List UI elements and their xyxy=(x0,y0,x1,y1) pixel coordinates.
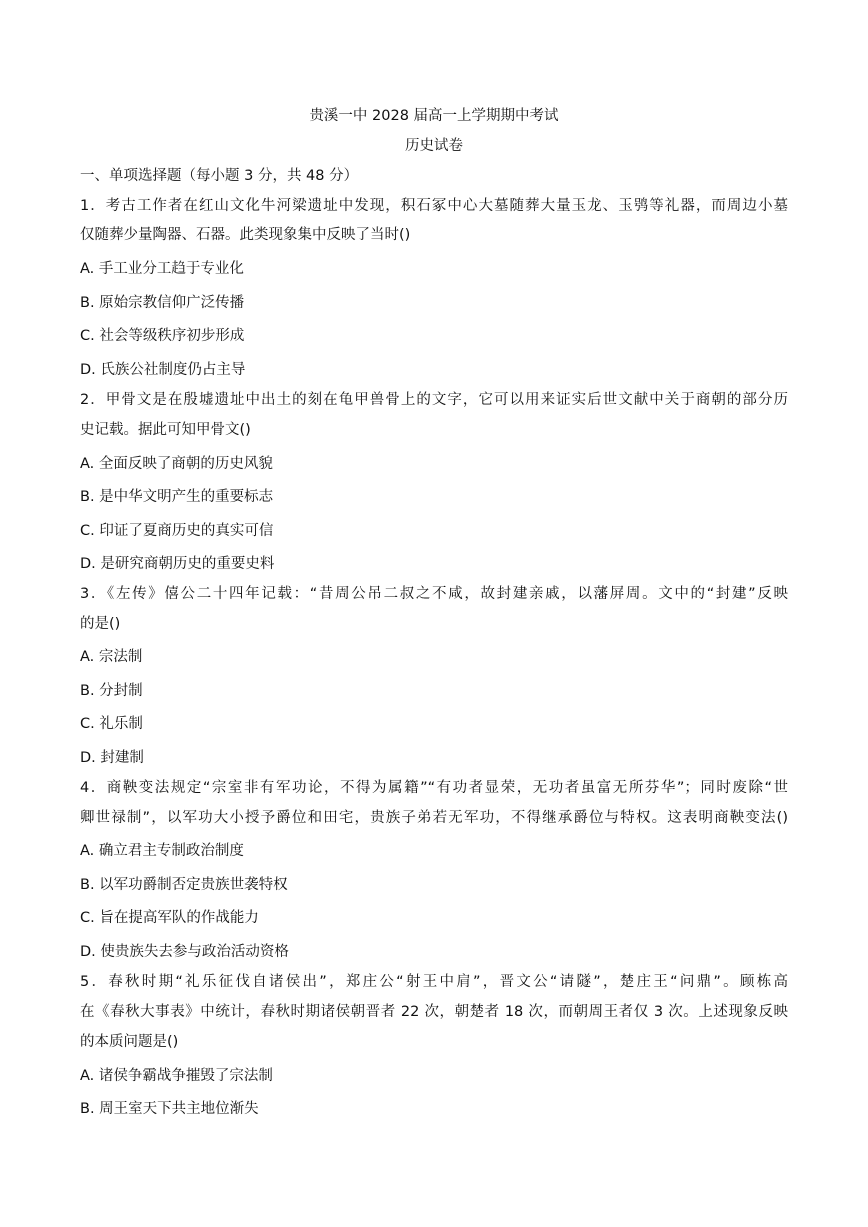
question-1-option-c: C. 社会等级秩序初步形成 xyxy=(80,328,245,344)
question-2-option-a: A. 全面反映了商朝的历史风貌 xyxy=(80,456,273,472)
question-2-stem-line-2: 史记载。据此可知甲骨文() xyxy=(80,422,251,438)
question-1-option-d: D. 氏族公社制度仍占主导 xyxy=(80,362,246,378)
question-2-option-d: D. 是研究商朝历史的重要史料 xyxy=(80,556,275,572)
question-2-option-b: B. 是中华文明产生的重要标志 xyxy=(80,489,274,505)
question-1-option-b: B. 原始宗教信仰广泛传播 xyxy=(80,295,245,311)
question-5-stem-line-3: 的本质问题是() xyxy=(80,1034,179,1050)
question-4-option-a: A. 确立君主专制政治制度 xyxy=(80,843,244,859)
question-3-option-a: A. 宗法制 xyxy=(80,649,143,665)
question-5-option-b: B. 周王室天下共主地位渐失 xyxy=(80,1101,259,1117)
question-1-stem-line-1: 1．考古工作者在红山文化牛河梁遗址中发现，积石冢中心大墓随葬大量玉龙、玉鸮等礼器，而周边小墓 xyxy=(80,198,788,214)
question-2-option-c: C. 印证了夏商历史的真实可信 xyxy=(80,523,274,539)
question-4-stem-line-1: 4．商鞅变法规定“宗室非有军功论，不得为属籍”“有功者显荣，无功者虽富无所芬华”；同时废除“世 xyxy=(80,780,788,796)
question-4-option-c: C. 旨在提高军队的作战能力 xyxy=(80,910,259,926)
question-3-stem-line-1: 3．《左传》僖公二十四年记载：“昔周公吊二叔之不咸，故封建亲戚，以藩屏周。文中的“封建”反映 xyxy=(80,586,788,602)
question-3-stem-line-2: 的是() xyxy=(80,616,121,632)
question-3-option-d: D. 封建制 xyxy=(80,750,144,766)
question-4-option-d: D. 使贵族失去参与政治活动资格 xyxy=(80,944,289,960)
question-2-stem-line-1: 2．甲骨文是在殷墟遗址中出土的刻在龟甲兽骨上的文字，它可以用来证实后世文献中关于商朝的部分历 xyxy=(80,392,788,408)
question-3-option-b: B. 分封制 xyxy=(80,683,143,699)
exam-subtitle: 历史试卷 xyxy=(405,138,463,154)
section-heading: 一、单项选择题（每小题 3 分，共 48 分） xyxy=(80,168,359,184)
question-1-stem-line-2: 仅随葬少量陶器、石器。此类现象集中反映了当时() xyxy=(80,227,411,243)
question-4-option-b: B. 以军功爵制否定贵族世袭特权 xyxy=(80,877,288,893)
question-3-option-c: C. 礼乐制 xyxy=(80,716,143,732)
question-1-option-a: A. 手工业分工趋于专业化 xyxy=(80,261,244,277)
exam-title: 贵溪一中 2028 届高一上学期期中考试 xyxy=(309,108,559,124)
question-5-stem-line-1: 5．春秋时期“礼乐征伐自诸侯出”，郑庄公“射王中肩”，晋文公“请隧”，楚庄王“问鼎”。顾栋高 xyxy=(80,974,788,990)
question-5-stem-line-2: 在《春秋大事表》中统计，春秋时期诸侯朝晋者 22 次，朝楚者 18 次，而朝周王者仅 3 次。上述现象反映 xyxy=(80,1004,788,1020)
question-5-option-a: A. 诸侯争霸战争摧毁了宗法制 xyxy=(80,1068,273,1084)
question-4-stem-line-2: 卿世禄制”，以军功大小授予爵位和田宅，贵族子弟若无军功，不得继承爵位与特权。这表明商鞅变法() xyxy=(80,810,788,826)
